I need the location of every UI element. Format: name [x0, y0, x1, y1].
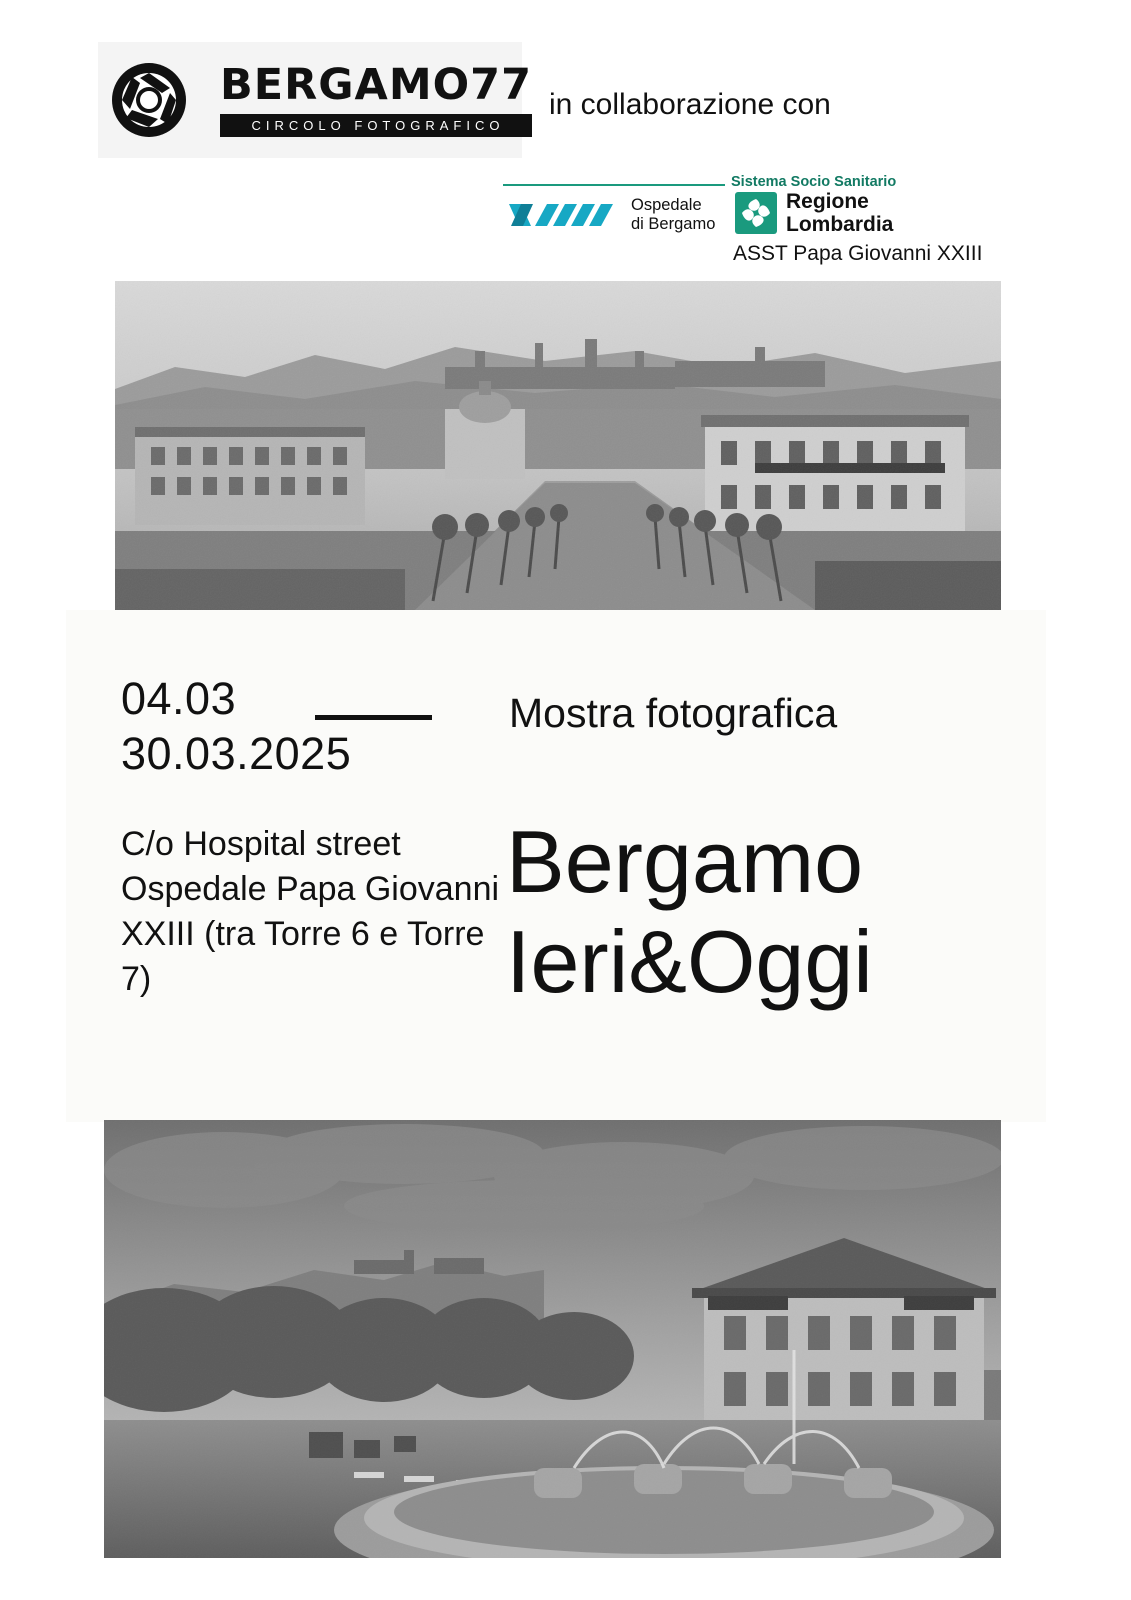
logo-wordmark: BERGAMO77 — [220, 59, 533, 110]
collaboration-label: in collaborazione con — [549, 88, 831, 121]
regione-line-2: Lombardia — [786, 212, 894, 236]
asst-label: ASST Papa Giovanni XXIII — [733, 242, 983, 265]
exhibition-title-line-1: Bergamo — [506, 812, 864, 911]
camera-aperture-icon — [110, 61, 188, 139]
info-panel — [66, 610, 1046, 1122]
partner-logo-block — [503, 170, 1003, 270]
ospedale-line-1: Ospedale — [631, 196, 702, 214]
modern-photo — [104, 1120, 1001, 1558]
regione-lombardia-label — [786, 191, 893, 236]
logo-subtitle: CIRCOLO FOTOGRAFICO — [220, 114, 532, 137]
date-start: 04.03 — [121, 673, 237, 724]
exhibition-title-line-2: Ieri&Oggi — [506, 912, 873, 1011]
regione-lombardia-rose-icon — [735, 192, 777, 234]
logo-text-block — [220, 59, 533, 137]
historic-photo — [115, 281, 1001, 610]
date-end: 30.03.2025 — [121, 728, 352, 779]
regione-line-1: Regione — [786, 190, 869, 213]
ospedale-label — [631, 196, 715, 234]
partner-rule — [503, 184, 725, 186]
xxiii-mark-icon — [507, 196, 622, 234]
venue-address: C/o Hospital street Ospedale Papa Giovanni XXIII (tra Torre 6 e Torre 7) — [121, 825, 500, 998]
bergamo77-logo — [98, 42, 533, 158]
exhibition-kicker: Mostra fotografica — [509, 690, 838, 736]
sistema-socio-sanitario-label: Sistema Socio Sanitario — [731, 174, 897, 190]
ospedale-line-2: di Bergamo — [631, 214, 716, 233]
date-separator-dash — [315, 715, 432, 720]
poster-header — [0, 0, 1131, 280]
